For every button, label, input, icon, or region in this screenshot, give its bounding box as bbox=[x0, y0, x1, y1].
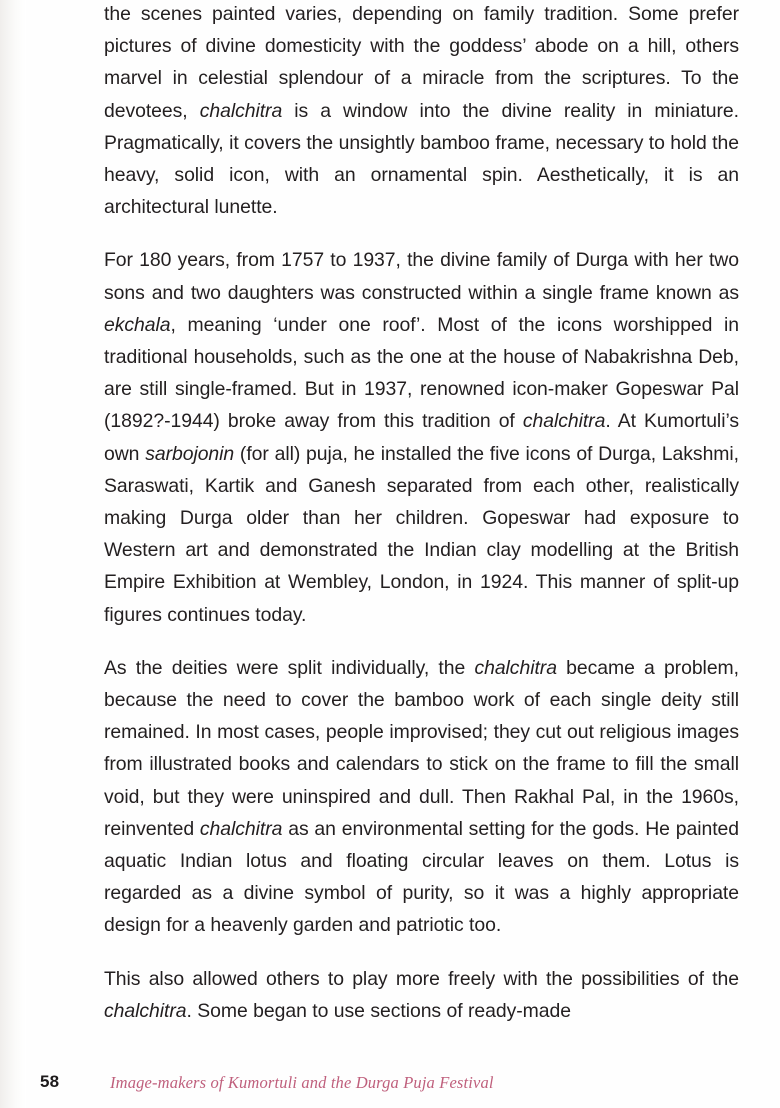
page-gutter-shading bbox=[0, 0, 26, 1108]
emphasised-term: chalchitra bbox=[199, 99, 283, 122]
page-footer bbox=[0, 1070, 780, 1100]
emphasised-term: chalchitra bbox=[474, 656, 557, 679]
emphasised-term: chalchitra bbox=[104, 999, 187, 1022]
page-number: 58 bbox=[40, 1072, 60, 1091]
emphasised-term: ekchala bbox=[104, 313, 171, 336]
paragraph: For 180 years, from 1757 to 1937, the divine family of Durga with her two sons and two daughters was constructed within a single frame known as ekchala, meaning ‘under one roof’. Most of the icons worshipped in traditional households, such as the one at the house of Nabakrishna Deb, are still single-framed. But in 1937, renowned icon-maker Gopeswar Pal (1892?-1944) broke away from this tradition of chalchitra. At Kumortuli’s own sarbojonin (for all) puja, he installed the five icons of Durga, Lakshmi, Saraswati, Kartik and Ganesh separated from each other, realistically making Durga older than her children. Gopeswar had exposure to Western art and demonstrated the Indian clay modelling at the British Empire Exhibition at Wembley, London, in 1924. This manner of split-up figures continues today. bbox=[104, 249, 740, 626]
paragraph: the scenes painted varies, depending on family tradition. Some prefer pictures of divine domesticity with the goddess’ abode on a hill, others marvel in celestial splendour of a miracle from the scriptures. To the devotees, chalchitra is a window into the divine reality in miniature. Pragmatically, it covers the unsightly bamboo frame, necessary to hold the heavy, solid icon, with an ornamental spin. Aesthetically, it is an architectural lunette. bbox=[104, 3, 739, 219]
paragraph: This also allowed others to play more freely with the possibilities of the chalchitra. Some began to use sections of ready-made bbox=[104, 967, 739, 1022]
body-text-column bbox=[104, 0, 739, 1027]
emphasised-term: sarbojonin bbox=[145, 442, 235, 465]
paragraph: As the deities were split individually, the chalchitra became a problem, because the need to cover the bamboo work of each single deity still remained. In most cases, people improvised; they cut out religious images from illustrated books and calendars to stick on the frame to fill the small void, but they were uninspired and dull. Then Rakhal Pal, in the 1960s, reinvented chalchitra as an environmental setting for the gods. He painted aquatic Indian lotus and floating circular leaves on them. Lotus is regarded as a divine symbol of purity, so it was a highly appropriate design for a heavenly garden and patriotic too. bbox=[104, 656, 739, 937]
emphasised-term: chalchitra bbox=[199, 817, 283, 840]
emphasised-term: chalchitra bbox=[522, 410, 606, 433]
running-title: Image-makers of Kumortuli and the Durga Puja Festival bbox=[110, 1073, 494, 1092]
